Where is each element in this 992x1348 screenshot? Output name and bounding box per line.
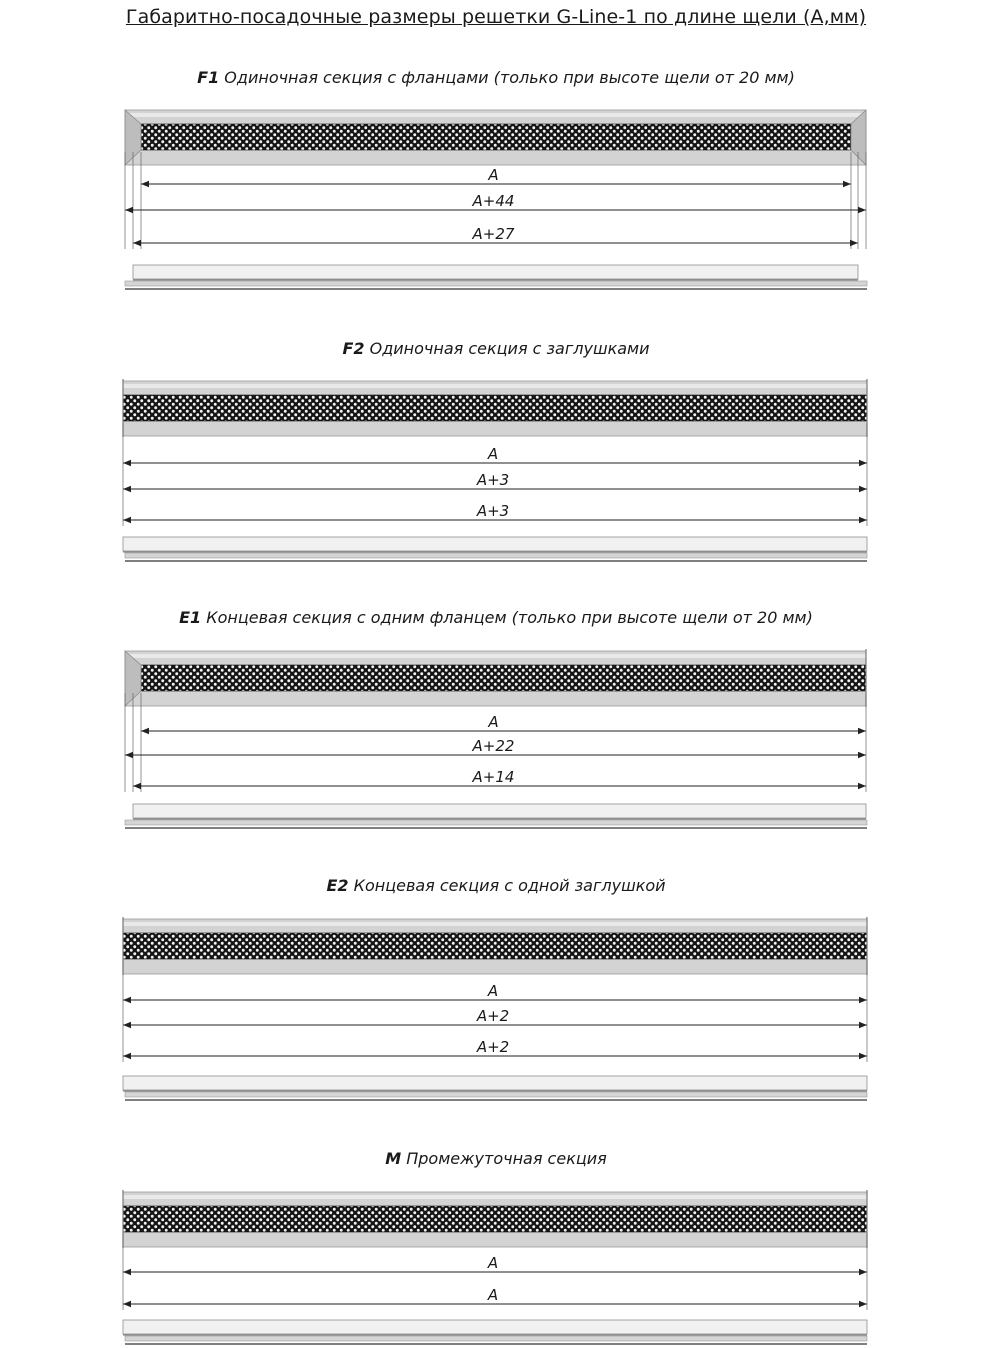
section-name: Промежуточная секция: [406, 1149, 607, 1168]
profile-base: [125, 553, 867, 558]
grille-section-3: [123, 917, 867, 1100]
dimension-label: A+3: [476, 471, 510, 489]
grille-section-4: [123, 1190, 867, 1344]
section-name: Одиночная секция с фланцами (только при высоте щели от 20 мм): [224, 68, 795, 87]
section-code: F1: [197, 68, 220, 87]
profile-base: [125, 281, 867, 286]
perforated-panel: [123, 933, 867, 959]
perforated-panel: [123, 395, 867, 421]
dimension-label: A+44: [472, 192, 515, 210]
perforated-panel: [141, 124, 851, 150]
frame-highlight: [125, 113, 866, 117]
dimension-label: A: [487, 982, 499, 1000]
section-code: E1: [179, 608, 202, 627]
frame-highlight: [123, 922, 867, 926]
section-code: F2: [342, 339, 365, 358]
sections-layer: [123, 110, 867, 1344]
section-code: M: [385, 1149, 402, 1168]
dimension-label: A: [487, 1286, 499, 1304]
dimension-label: A+2: [476, 1038, 510, 1056]
frame-highlight: [123, 384, 867, 388]
dimension-label: A+14: [472, 768, 515, 786]
dimension-label: A: [488, 166, 499, 184]
dimension-label: A+2: [476, 1007, 510, 1025]
profile-body: [133, 804, 866, 818]
section-code: E2: [326, 876, 349, 895]
dimension-label: A+27: [472, 225, 515, 243]
grille-section-1: [123, 379, 867, 561]
page-title: Габаритно-посадочные размеры решетки G-Line-1 по длине щели (А,мм): [125, 6, 867, 28]
perforated-panel: [123, 1206, 867, 1232]
profile-base: [125, 820, 867, 825]
dimension-label: A+22: [472, 737, 515, 755]
frame-highlight: [123, 1195, 867, 1199]
dimension-label: A: [488, 713, 499, 731]
section-name: Одиночная секция с заглушками: [369, 339, 650, 358]
perforated-panel: [141, 665, 866, 691]
profile-body: [123, 537, 867, 551]
grille-section-2: [125, 649, 867, 828]
profile-body: [123, 1076, 867, 1090]
section-name: Концевая секция с одной заглушкой: [353, 876, 666, 895]
profile-base: [125, 1336, 867, 1341]
profile-body: [133, 265, 858, 279]
dimension-label: A: [487, 445, 499, 463]
grille-section-0: [125, 110, 867, 289]
dimension-label: A: [487, 1254, 499, 1272]
dimension-label: A+3: [476, 502, 510, 520]
profile-body: [123, 1320, 867, 1334]
frame-highlight: [125, 654, 866, 658]
profile-base: [125, 1092, 867, 1097]
section-name: Концевая секция с одним фланцем (только при высоте щели от 20 мм): [206, 608, 813, 627]
